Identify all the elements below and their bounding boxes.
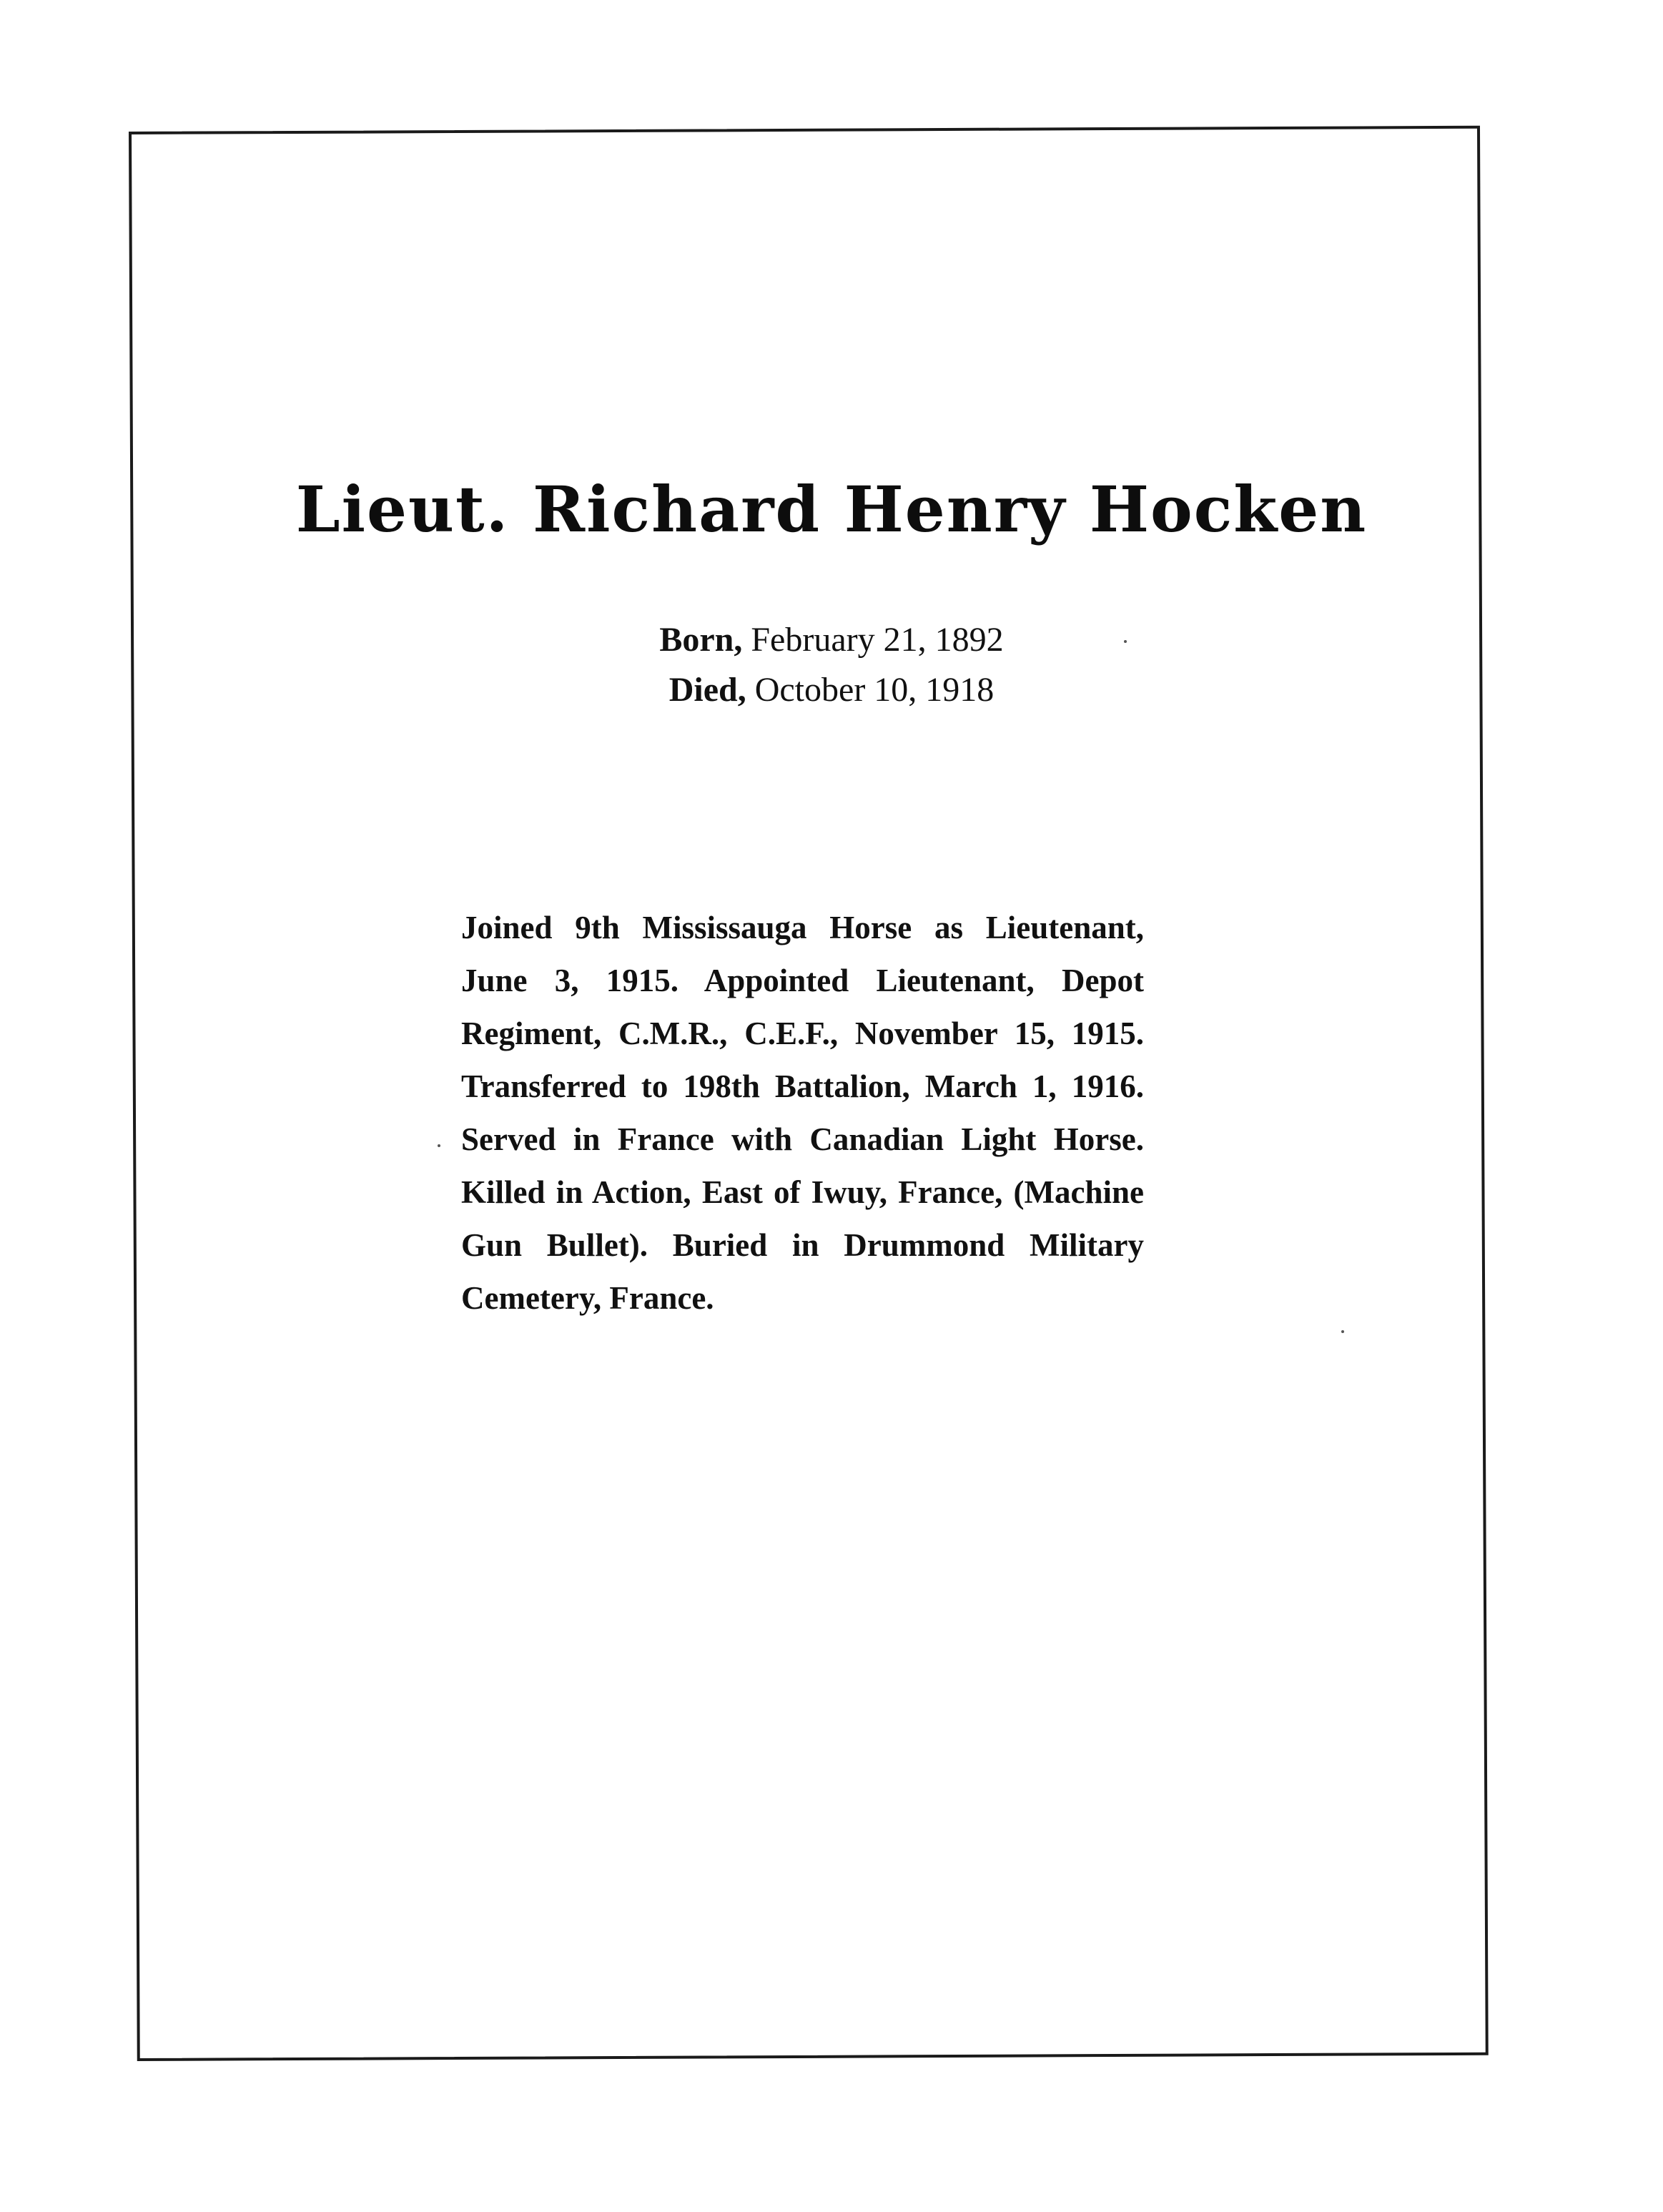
scan-speck [438,1144,440,1147]
scan-speck [1124,640,1127,643]
biography-paragraph: Joined 9th Mississauga Horse as Lieutenant, June 3, 1915. Appointed Lieutenant, Depot Regiment, C.M.R., C.E.F., November 15, 1915. Transferred to 198th Battalion, March 1, 1916. Served in France with Canadian Light Horse. Killed in Action, East of Iwuy, France, (Machine Gun Bullet). Buried in Drummond Military Cemetery, France. [461,910,1144,1316]
died-label: Died, [668,671,746,709]
born-date: February 21, 1892 [751,621,1004,659]
died-line [0,665,1663,715]
born-line [0,615,1663,665]
scan-speck [1341,1330,1344,1333]
died-date: October 10, 1918 [754,671,995,709]
life-dates [0,615,1663,715]
born-label: Born, [659,621,743,659]
page-title: Lieut. Richard Henry Hocken [295,472,1368,546]
